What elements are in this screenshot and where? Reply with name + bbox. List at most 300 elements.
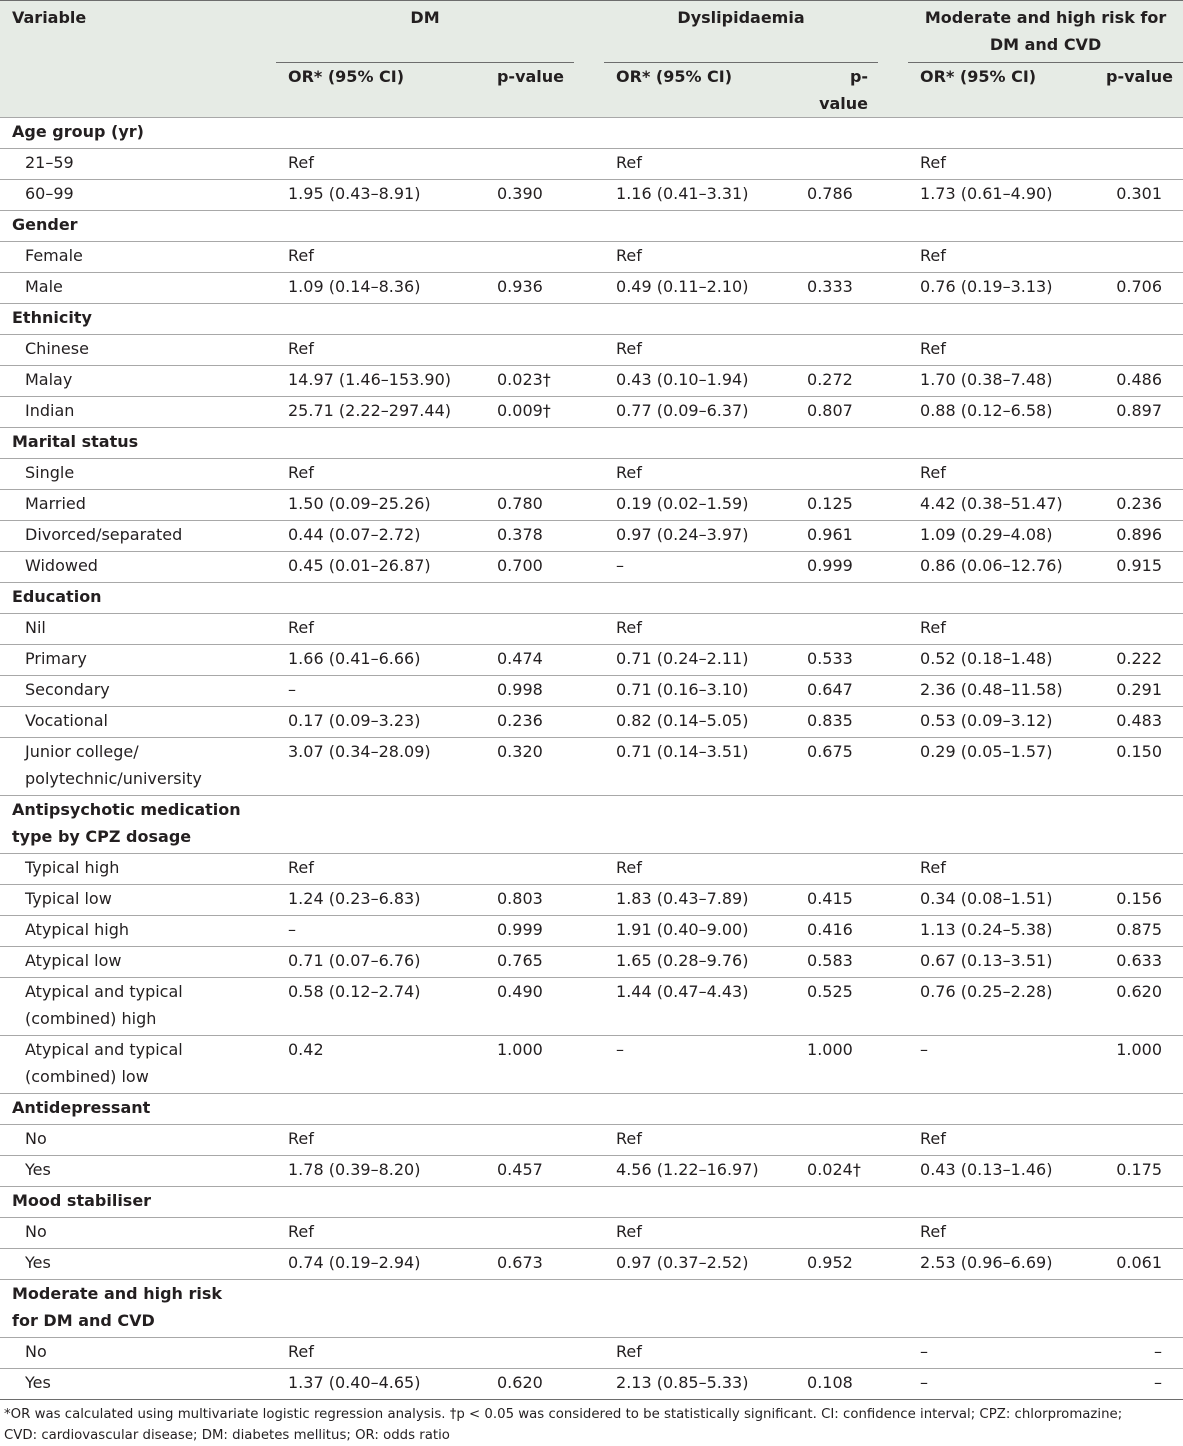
gap-cell <box>878 335 908 366</box>
cell-dm-or: – <box>276 916 486 947</box>
cell-dl-or: Ref <box>604 854 804 885</box>
cell-dm-p: 0.378 <box>486 521 574 552</box>
cell-dl-p: 0.583 <box>804 947 878 978</box>
cell-mh-or: 0.88 (0.12–6.58) <box>920 401 1053 420</box>
table-row <box>0 242 1183 273</box>
cell-dl-p <box>804 1218 878 1249</box>
cell-mh-or: Ref <box>920 1222 946 1241</box>
row-label-line: Male <box>25 277 63 296</box>
cell-dl-or: Ref <box>604 1218 804 1249</box>
section-row <box>0 1280 1183 1338</box>
cell-mh <box>908 1338 1183 1369</box>
row-label <box>0 397 276 428</box>
gap-cell <box>574 978 604 1036</box>
gap-cell <box>878 490 908 521</box>
table-row <box>0 149 1183 180</box>
gap-cell <box>574 149 604 180</box>
cell-dl-or: Ref <box>604 242 804 273</box>
cell-mh-or: 0.76 (0.25–2.28) <box>920 982 1053 1001</box>
cell-dl-or: Ref <box>604 1338 804 1369</box>
cell-dm-or: Ref <box>276 1125 486 1156</box>
cell-mh-p: 0.486 <box>1116 370 1163 389</box>
cell-dl-p: 0.416 <box>804 916 878 947</box>
cell-dm-p: 0.765 <box>486 947 574 978</box>
cell-dm-p: 0.490 <box>486 978 574 1036</box>
cell-mh <box>908 1249 1183 1280</box>
row-label <box>0 854 276 885</box>
cell-dl-p <box>804 459 878 490</box>
gap-cell <box>878 242 908 273</box>
row-label <box>0 490 276 521</box>
cell-mh <box>908 947 1183 978</box>
row-label <box>0 978 276 1036</box>
row-label-line-2: type by CPZ dosage <box>12 827 192 846</box>
gap-cell <box>878 1369 908 1400</box>
row-label-line: No <box>25 1129 47 1148</box>
section-label <box>0 304 276 335</box>
gap-cell <box>574 1156 604 1187</box>
table-row <box>0 397 1183 428</box>
cell-dl-p <box>804 149 878 180</box>
row-label-line: Junior college/ <box>25 742 139 761</box>
cell-mh-or: Ref <box>920 1129 946 1148</box>
cell-mh-or: 0.29 (0.05–1.57) <box>920 742 1053 761</box>
cell-dl-p: 0.108 <box>804 1369 878 1400</box>
row-label-line: Gender <box>12 215 78 234</box>
row-label-line: Moderate and high risk <box>12 1284 223 1303</box>
row-label <box>0 335 276 366</box>
section-label <box>0 1187 276 1218</box>
table-row <box>0 676 1183 707</box>
gap-cell <box>574 614 604 645</box>
cell-mh-or: 0.76 (0.19–3.13) <box>920 277 1053 296</box>
cell-mh <box>908 335 1183 366</box>
row-label-line: 21–59 <box>25 153 74 172</box>
cell-dm-p <box>486 1338 574 1369</box>
row-label-line-2: (combined) low <box>25 1067 149 1086</box>
gap-cell <box>574 885 604 916</box>
section-row <box>0 211 1183 242</box>
cell-mh <box>908 614 1183 645</box>
cell-mh-or: Ref <box>920 246 946 265</box>
row-label-line: Divorced/separated <box>25 525 183 544</box>
cell-mh-p: 0.222 <box>1116 649 1163 668</box>
header-dm-p: p-value <box>486 63 574 118</box>
cell-dm-or: Ref <box>276 1338 486 1369</box>
cell-mh-p: 0.301 <box>1116 184 1163 203</box>
row-label <box>0 459 276 490</box>
cell-dl-or: Ref <box>604 1125 804 1156</box>
cell-mh <box>908 521 1183 552</box>
cell-dl-p: 0.961 <box>804 521 878 552</box>
cell-dm-or: – <box>276 676 486 707</box>
table-row <box>0 273 1183 304</box>
cell-mh-or: 0.53 (0.09–3.12) <box>920 711 1053 730</box>
gap-cell <box>574 916 604 947</box>
cell-dm-or: 1.66 (0.41–6.66) <box>276 645 486 676</box>
gap-cell <box>574 1036 604 1094</box>
table-row <box>0 1338 1183 1369</box>
cell-dm-p <box>486 149 574 180</box>
row-label-line: Malay <box>25 370 73 389</box>
gap-cell <box>878 273 908 304</box>
cell-mh-p: – <box>1154 1342 1163 1361</box>
cell-dm-or: 0.74 (0.19–2.94) <box>276 1249 486 1280</box>
table-row <box>0 366 1183 397</box>
gap-cell <box>878 707 908 738</box>
cell-dl-p: 0.272 <box>804 366 878 397</box>
cell-dm-p: 0.474 <box>486 645 574 676</box>
cell-dm-p: 1.000 <box>486 1036 574 1094</box>
gap-cell <box>574 947 604 978</box>
header-group-risk: Moderate and high risk for DM and CVD <box>924 8 1167 54</box>
gap-cell <box>574 676 604 707</box>
cell-dm-or: 1.78 (0.39–8.20) <box>276 1156 486 1187</box>
cell-dl-p: 1.000 <box>804 1036 878 1094</box>
cell-mh <box>908 885 1183 916</box>
section-row <box>0 1094 1183 1125</box>
cell-dm-p: 0.236 <box>486 707 574 738</box>
cell-dl-p: 0.952 <box>804 1249 878 1280</box>
cell-dl-p <box>804 1338 878 1369</box>
cell-mh <box>908 242 1183 273</box>
cell-dm-or: 1.09 (0.14–8.36) <box>276 273 486 304</box>
cell-mh <box>908 552 1183 583</box>
gap-cell <box>878 978 908 1036</box>
cell-mh-p: 0.897 <box>1116 401 1163 420</box>
cell-dm-p: 0.390 <box>486 180 574 211</box>
section-row <box>0 428 1183 459</box>
cell-dl-or: 4.56 (1.22–16.97) <box>604 1156 804 1187</box>
gap-cell <box>878 366 908 397</box>
cell-dm-or: 1.37 (0.40–4.65) <box>276 1369 486 1400</box>
cell-mh-p: 0.483 <box>1116 711 1163 730</box>
cell-dm-p <box>486 335 574 366</box>
gap-cell <box>878 1156 908 1187</box>
cell-dm-or: 1.95 (0.43–8.91) <box>276 180 486 211</box>
cell-mh-or: Ref <box>920 463 946 482</box>
cell-dl-p <box>804 242 878 273</box>
cell-mh-or: 2.36 (0.48–11.58) <box>920 680 1063 699</box>
cell-dl-or: 1.44 (0.47–4.43) <box>604 978 804 1036</box>
cell-dl-or: 1.65 (0.28–9.76) <box>604 947 804 978</box>
cell-dl-p: 0.024† <box>804 1156 878 1187</box>
gap-cell <box>878 397 908 428</box>
row-label-line: Female <box>25 246 83 265</box>
section-row <box>0 304 1183 335</box>
cell-mh <box>908 978 1183 1036</box>
cell-mh-or: 4.42 (0.38–51.47) <box>920 494 1063 513</box>
row-label-line: Antipsychotic medication <box>12 800 241 819</box>
table-row <box>0 459 1183 490</box>
cell-dl-p <box>804 614 878 645</box>
gap-cell <box>574 854 604 885</box>
cell-mh-p: 0.620 <box>1116 982 1163 1001</box>
section-row <box>0 583 1183 614</box>
gap-cell <box>574 490 604 521</box>
row-label-line: Age group (yr) <box>12 122 144 141</box>
gap-cell <box>878 645 908 676</box>
cell-dl-p: 0.786 <box>804 180 878 211</box>
cell-mh-or: 1.13 (0.24–5.38) <box>920 920 1053 939</box>
table-row <box>0 521 1183 552</box>
row-label-line: Indian <box>25 401 75 420</box>
gap-cell <box>878 1036 908 1094</box>
cell-dl-p <box>804 335 878 366</box>
cell-dm-p: 0.023† <box>486 366 574 397</box>
cell-dm-or: 0.58 (0.12–2.74) <box>276 978 486 1036</box>
gap-cell <box>878 459 908 490</box>
cell-mh-p: 0.915 <box>1116 556 1163 575</box>
table-row <box>0 614 1183 645</box>
gap-cell <box>574 397 604 428</box>
cell-mh <box>908 738 1183 796</box>
cell-dm-or: 0.42 <box>276 1036 486 1094</box>
cell-dm-or: Ref <box>276 854 486 885</box>
cell-dm-p: 0.998 <box>486 676 574 707</box>
section-label <box>0 1094 276 1125</box>
row-label-line: Married <box>25 494 86 513</box>
section-label <box>0 211 276 242</box>
row-label-line: Atypical and typical <box>25 1040 183 1059</box>
gap-cell <box>574 366 604 397</box>
cell-dm-p: 0.457 <box>486 1156 574 1187</box>
row-label <box>0 738 276 796</box>
table-row <box>0 180 1183 211</box>
cell-dl-p: 0.525 <box>804 978 878 1036</box>
cell-mh <box>908 459 1183 490</box>
gap-cell <box>878 1338 908 1369</box>
cell-mh <box>908 366 1183 397</box>
header-dm-or: OR* (95% CI) <box>276 63 486 118</box>
row-label <box>0 1249 276 1280</box>
table-row <box>0 947 1183 978</box>
cell-dm-p <box>486 1218 574 1249</box>
section-label <box>0 1280 276 1338</box>
cell-dl-or: Ref <box>604 459 804 490</box>
cell-dl-p: 0.647 <box>804 676 878 707</box>
table-row <box>0 1125 1183 1156</box>
section-row <box>0 118 1183 149</box>
section-label <box>0 583 276 614</box>
row-label <box>0 366 276 397</box>
footnote-line-1: *OR was calculated using multivariate logistic regression analysis. †p < 0.05 was considered to be statistically significant. CI: confidence interval; CPZ: chlorpromazine; <box>4 1407 1123 1422</box>
cell-mh <box>908 490 1183 521</box>
cell-mh-p: 1.000 <box>1116 1040 1163 1059</box>
cell-dm-or: Ref <box>276 149 486 180</box>
cell-dl-or: 2.13 (0.85–5.33) <box>604 1369 804 1400</box>
header-row-groups <box>0 1 1183 63</box>
footnote-line-2: CVD: cardiovascular disease; DM: diabetes mellitus; OR: odds ratio <box>4 1428 450 1443</box>
cell-mh-or: Ref <box>920 858 946 877</box>
cell-dm-p <box>486 242 574 273</box>
cell-dm-p: 0.700 <box>486 552 574 583</box>
gap-cell <box>878 180 908 211</box>
section-label <box>0 118 276 149</box>
cell-dm-or: Ref <box>276 242 486 273</box>
row-label-line: Typical high <box>25 858 120 877</box>
cell-dl-or: 1.91 (0.40–9.00) <box>604 916 804 947</box>
table-row <box>0 1369 1183 1400</box>
gap-cell <box>574 645 604 676</box>
table-row <box>0 916 1183 947</box>
cell-dm-p: 0.780 <box>486 490 574 521</box>
row-label <box>0 645 276 676</box>
cell-dm-p: 0.673 <box>486 1249 574 1280</box>
gap-cell <box>574 1125 604 1156</box>
cell-mh <box>908 1218 1183 1249</box>
row-label <box>0 552 276 583</box>
row-label-line: Yes <box>25 1160 51 1179</box>
row-label-line: Secondary <box>25 680 110 699</box>
row-label <box>0 676 276 707</box>
row-label-line: No <box>25 1222 47 1241</box>
row-label-line: No <box>25 1342 47 1361</box>
row-label-line: Antidepressant <box>12 1098 151 1117</box>
cell-dm-or: 1.50 (0.09–25.26) <box>276 490 486 521</box>
row-label-line: Vocational <box>25 711 108 730</box>
cell-dm-or: 0.71 (0.07–6.76) <box>276 947 486 978</box>
gap-cell <box>878 552 908 583</box>
row-label-line: Atypical and typical <box>25 982 183 1001</box>
gap-cell <box>878 1125 908 1156</box>
cell-mh-or: Ref <box>920 339 946 358</box>
table-row <box>0 335 1183 366</box>
header-mh-p: p-value <box>1105 67 1174 86</box>
cell-dm-p: 0.320 <box>486 738 574 796</box>
row-label <box>0 242 276 273</box>
row-label <box>0 707 276 738</box>
cell-dl-or: 0.49 (0.11–2.10) <box>604 273 804 304</box>
table-footnote <box>0 1400 1183 1446</box>
cell-mh-p: 0.896 <box>1116 525 1163 544</box>
cell-mh-p: 0.175 <box>1116 1160 1163 1179</box>
gap-cell <box>574 1218 604 1249</box>
cell-dl-p: 0.533 <box>804 645 878 676</box>
cell-mh-p: 0.291 <box>1116 680 1163 699</box>
header-dl-p: p-value <box>804 63 878 118</box>
row-label <box>0 149 276 180</box>
table-row <box>0 978 1183 1036</box>
row-label <box>0 885 276 916</box>
cell-dl-or: 0.71 (0.24–2.11) <box>604 645 804 676</box>
row-label <box>0 1156 276 1187</box>
cell-dm-p: 0.620 <box>486 1369 574 1400</box>
cell-mh <box>908 1036 1183 1094</box>
cell-dl-or: – <box>604 1036 804 1094</box>
row-label-line: Chinese <box>25 339 89 358</box>
cell-mh <box>908 1369 1183 1400</box>
gap-cell <box>574 1249 604 1280</box>
cell-mh-p: 0.150 <box>1116 742 1163 761</box>
gap-cell <box>878 885 908 916</box>
row-label <box>0 614 276 645</box>
cell-mh-p: 0.156 <box>1116 889 1163 908</box>
gap-cell <box>574 1369 604 1400</box>
row-label-line: Education <box>12 587 102 606</box>
cell-dl-or: 0.82 (0.14–5.05) <box>604 707 804 738</box>
row-label-line: Nil <box>25 618 46 637</box>
table-row <box>0 645 1183 676</box>
cell-mh-or: 2.53 (0.96–6.69) <box>920 1253 1053 1272</box>
cell-dl-p: 0.999 <box>804 552 878 583</box>
row-label-line-2: (combined) high <box>25 1009 157 1028</box>
gap-cell <box>574 242 604 273</box>
table-row <box>0 738 1183 796</box>
cell-dm-or: Ref <box>276 335 486 366</box>
cell-mh <box>908 180 1183 211</box>
row-label <box>0 1338 276 1369</box>
cell-mh-or: 0.34 (0.08–1.51) <box>920 889 1053 908</box>
cell-dm-p: 0.803 <box>486 885 574 916</box>
header-variable: Variable <box>12 8 87 27</box>
row-label <box>0 916 276 947</box>
cell-dm-or: 0.45 (0.01–26.87) <box>276 552 486 583</box>
row-label-line: Single <box>25 463 75 482</box>
gap-cell <box>878 676 908 707</box>
cell-dl-p: 0.807 <box>804 397 878 428</box>
cell-dm-or: 1.24 (0.23–6.83) <box>276 885 486 916</box>
cell-dm-or: 14.97 (1.46–153.90) <box>276 366 486 397</box>
section-row <box>0 1187 1183 1218</box>
row-label-line: Primary <box>25 649 87 668</box>
header-mh-cell <box>908 63 1183 118</box>
table-row <box>0 885 1183 916</box>
table-row <box>0 1218 1183 1249</box>
table-row <box>0 552 1183 583</box>
cell-mh-or: 0.52 (0.18–1.48) <box>920 649 1053 668</box>
row-label-line: Atypical high <box>25 920 130 939</box>
cell-mh-or: 1.09 (0.29–4.08) <box>920 525 1053 544</box>
gap-cell <box>574 521 604 552</box>
cell-dm-or: 0.44 (0.07–2.72) <box>276 521 486 552</box>
gap-cell <box>574 335 604 366</box>
gap-cell <box>574 552 604 583</box>
gap-cell <box>878 1249 908 1280</box>
header-dl-or: OR* (95% CI) <box>604 63 804 118</box>
cell-dm-or: Ref <box>276 614 486 645</box>
cell-dm-p <box>486 854 574 885</box>
gap-cell <box>574 273 604 304</box>
cell-mh-p: – <box>1154 1373 1163 1392</box>
cell-mh-or: 0.86 (0.06–12.76) <box>920 556 1063 575</box>
cell-mh <box>908 273 1183 304</box>
cell-mh-or: – <box>920 1342 929 1361</box>
row-label <box>0 1369 276 1400</box>
cell-dl-or: 0.97 (0.24–3.97) <box>604 521 804 552</box>
row-label <box>0 1218 276 1249</box>
cell-dl-p: 0.675 <box>804 738 878 796</box>
table-row <box>0 1249 1183 1280</box>
row-label-line: Atypical low <box>25 951 122 970</box>
cell-mh-or: 0.43 (0.13–1.46) <box>920 1160 1053 1179</box>
row-label-line-2: for DM and CVD <box>12 1311 155 1330</box>
cell-mh <box>908 149 1183 180</box>
cell-dl-or: 1.83 (0.43–7.89) <box>604 885 804 916</box>
gap-cell <box>574 707 604 738</box>
cell-dl-or: 0.77 (0.09–6.37) <box>604 397 804 428</box>
cell-mh <box>908 397 1183 428</box>
cell-dm-or: 25.71 (2.22–297.44) <box>276 397 486 428</box>
cell-dl-or: 0.71 (0.16–3.10) <box>604 676 804 707</box>
gap-cell <box>878 947 908 978</box>
row-label-line: Yes <box>25 1253 51 1272</box>
row-label-line: Typical low <box>25 889 112 908</box>
table-row <box>0 854 1183 885</box>
cell-dl-or: 1.16 (0.41–3.31) <box>604 180 804 211</box>
header-group-dm: DM <box>410 8 440 27</box>
cell-mh-p: 0.061 <box>1116 1253 1163 1272</box>
